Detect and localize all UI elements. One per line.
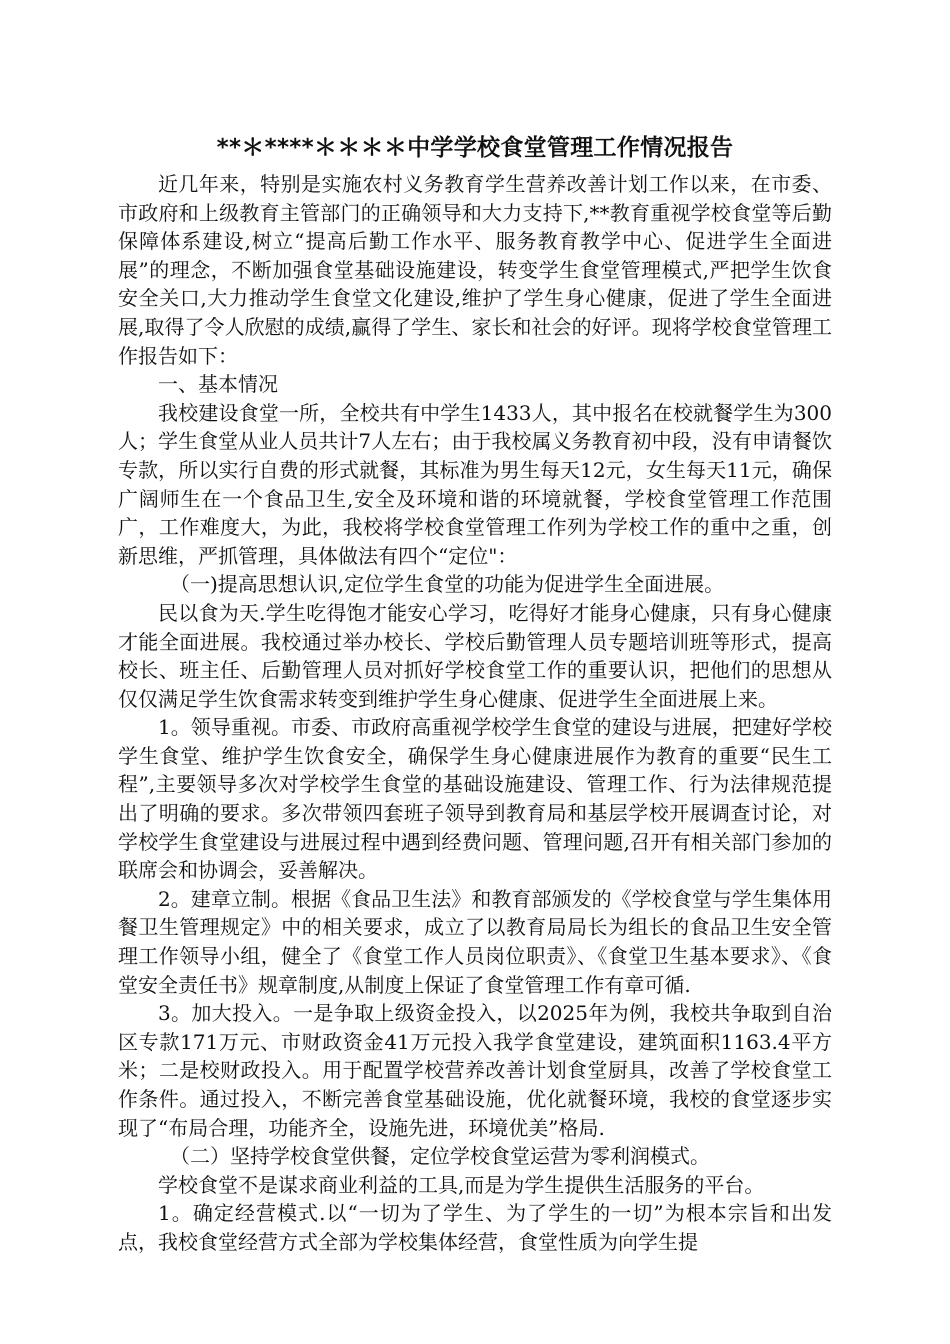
paragraph-food-is-heaven: 民以食为天.学生吃得饱才能安心学习，吃得好才能身心健康，只有身心健康才能全面进展。我校通过举办校长、学校后勤管理人员专题培训班等形式，提高校长、班主任、后勤管理人员对抓好学校食堂工作的重要认识，把他们的思想从仅仅满足学生饮食需求转变到维护学生身心健康、促进学生全面进展上来。 [118,600,832,711]
paragraph-regulations: 2。建章立制。根据《食品卫生法》和教育部颁发的《学校食堂与学生集体用餐卫生管理规定》中的相关要求，成立了以教育局局长为组长的食品卫生安全管理工作领导小组，健全了《食堂工作人员岗位职责》、《食堂卫生基本要求》、《食堂安全责任书》规章制度,从制度上保证了食堂管理工作有章可循. [118,886,832,997]
document-page [118,130,832,1257]
document-title: **＊****＊＊＊＊中学学校食堂管理工作情况报告 [216,135,734,161]
paragraph-service-platform: 学校食堂不是谋求商业利益的工具,而是为学生提供生活服务的平台。 [158,1172,765,1197]
section-heading-basic-situation: 一、基本情况 [158,372,278,397]
subheading-zero-profit: （二）坚持学校食堂供餐，定位学校食堂运营为零利润模式。 [170,1144,710,1169]
paragraph-intro: 近几年来，特别是实施农村义务教育学生营养改善计划工作以来，在市委、市政府和上级教育主管部门的正确领导和大力支持下,**教育重视学校食堂等后勤保障体系建设,树立“提高后勤工作水平、服务教育教学中心、促进学生全面进展”的理念，不断加强食堂基础设施建设，转变学生食堂管理模式,严把学生饮食安全关口,大力推动学生食堂文化建设,维护了学生身心健康，促进了学生全面进展,取得了令人欣慰的成绩,赢得了学生、家长和社会的好评。现将学校食堂管理工作报告如下： [118,172,832,368]
subheading-raise-awareness: （一)提高思想认识,定位学生食堂的功能为促进学生全面进展。 [170,572,725,597]
paragraph-leadership: 1。领导重视。市委、市政府高重视学校学生食堂的建设与进展，把建好学校学生食堂、维护学生饮食安全，确保学生身心健康进展作为教育的重要“民生工程”,主要领导多次对学校学生食堂的基础设施建设、管理工作、行为法律规范提出了明确的要求。多次带领四套班子领导到教育局和基层学校开展调查讨论，对学校学生食堂建设与进展过程中遇到经费问题、管理问题,召开有相关部门参加的联席会和协调会，妥善解决。 [118,715,832,883]
paragraph-basic-situation: 我校建设食堂一所，全校共有中学生1433人，其中报名在校就餐学生为300人；学生食堂从业人员共计7人左右；由于我校属义务教育初中段，没有申请餐饮专款，所以实行自费的形式就餐，其标准为男生每天12元，女生每天11元，确保广阔师生在一个食品卫生,安全及环境和谐的环境就餐，学校食堂管理工作范围广，工作难度大，为此，我校将学校食堂管理工作列为学校工作的重中之重，创新思维，严抓管理，具体做法有四个“定位"： [118,400,832,568]
paragraph-investment: 3。加大投入。一是争取上级资金投入，以2025年为例，我校共争取到自治区专款171万元、市财政资金41万元投入我学食堂建设，建筑面积1163.4平方米；二是校财政投入。用于配置学校营养改善计划食堂厨具，改善了学校食堂工作条件。通过投入，不断完善食堂基础设施，优化就餐环境，我校的食堂逐步实现了“布局合理，功能齐全，设施先进，环境优美”格局. [118,1001,832,1140]
paragraph-operating-model: 1。确定经营模式.以“一切为了学生、为了学生的一切”为根本宗旨和出发点，我校食堂经营方式全部为学校集体经营，食堂性质为向学生提 [118,1201,832,1254]
